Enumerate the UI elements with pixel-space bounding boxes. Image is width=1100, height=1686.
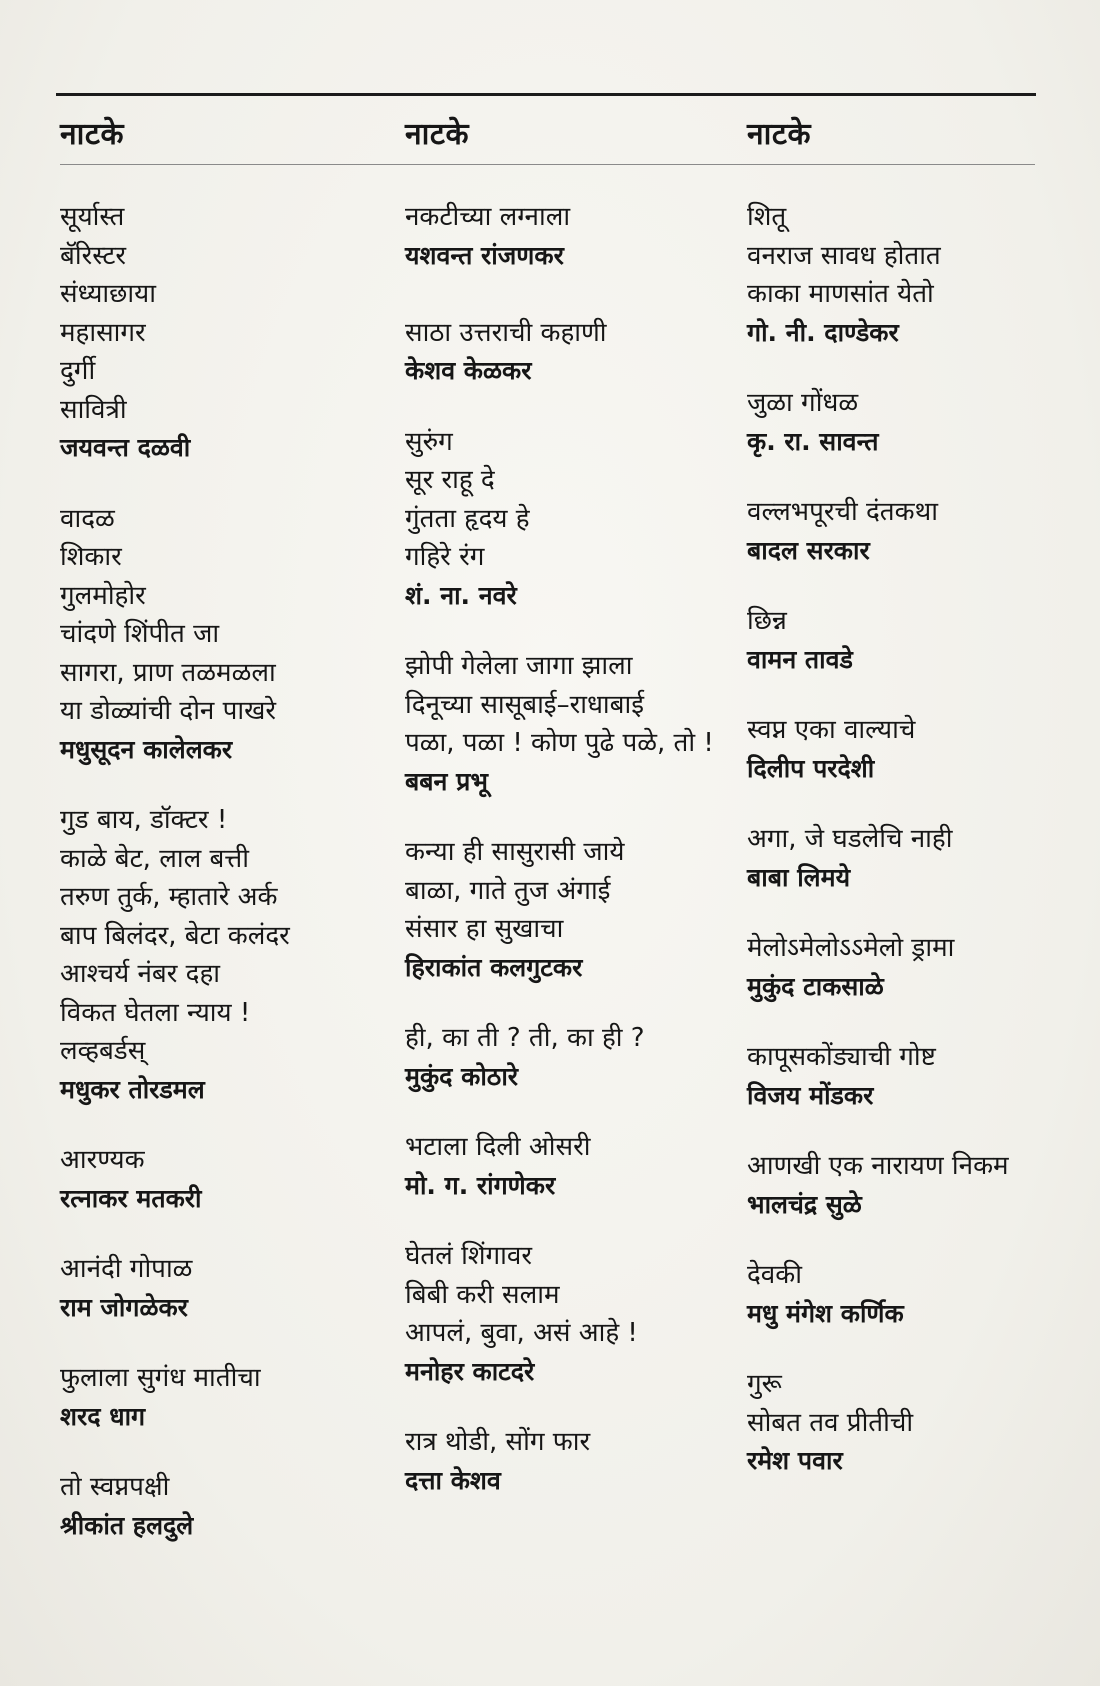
author-name: शं. ना. नवरे <box>405 580 517 610</box>
play-title: झोपी गेलेला जागा झाला <box>405 651 633 681</box>
author-name: मधुसूदन कालेलकर <box>60 734 233 764</box>
column-header-1: नाटके <box>60 117 125 152</box>
author-name: हिराकांत कलगुटकर <box>405 952 583 982</box>
group-spacer <box>747 1224 1077 1256</box>
play-title: जुळा गोंधळ <box>747 388 859 418</box>
play-title: सावित्री <box>60 394 127 425</box>
play-title: आश्चर्य नंबर दहा <box>60 959 220 989</box>
author-name: भालचंद्र सुळे <box>747 1189 862 1219</box>
top-rule <box>56 93 1036 96</box>
author-name: बबन प्रभू <box>405 766 488 796</box>
play-title: चांदणे शिंपीत जा <box>60 619 220 649</box>
play-title: कापूसकोंड्याची गोष्ट <box>747 1042 936 1072</box>
play-title: रात्र थोडी, सोंग फार <box>405 1427 591 1457</box>
author-name: श्रीकांत हलदुले <box>60 1510 194 1540</box>
play-title: दिनूच्या सासूबाई–राधाबाई <box>405 689 645 720</box>
group-spacer <box>747 788 1077 820</box>
play-title: आपलं, बुवा, असं आहे ! <box>405 1318 638 1348</box>
play-title: आनंदी गोपाळ <box>60 1254 193 1284</box>
column-2-list <box>405 198 745 1500</box>
play-title: बॅरिस्टर <box>60 240 127 271</box>
play-title: वनराज सावध होतात <box>747 240 941 271</box>
play-title: विकत घेतला न्याय ! <box>60 997 251 1028</box>
group-spacer <box>405 1205 745 1237</box>
play-title: घेतलं शिंगावर <box>405 1241 532 1271</box>
author-name: राम जोगळेकर <box>60 1292 188 1322</box>
group-spacer <box>405 391 745 423</box>
group-spacer <box>60 769 400 801</box>
author-name: बादल सरकार <box>747 535 870 565</box>
group-spacer <box>60 468 400 500</box>
play-title: महासागर <box>60 317 146 348</box>
play-title: लव्हबर्डस् <box>60 1036 146 1066</box>
group-spacer <box>747 897 1077 929</box>
group-spacer <box>747 1006 1077 1038</box>
author-name: कृ. रा. सावन्त <box>747 426 879 456</box>
group-spacer <box>747 1115 1077 1147</box>
group-spacer <box>747 352 1077 384</box>
author-name: दत्ता केशव <box>405 1465 501 1495</box>
play-title: काळे बेट, लाल बत्ती <box>60 843 250 874</box>
author-name: बाबा लिमये <box>747 862 851 892</box>
author-name: जयवन्त दळवी <box>60 433 191 462</box>
author-name: शरद धाग <box>60 1401 146 1431</box>
author-name: गो. नी. दाण्डेकर <box>747 317 899 347</box>
column-header-2: नाटके <box>405 117 470 152</box>
play-title: मेलोऽमेलोऽऽमेलो ड्रामा <box>747 933 955 963</box>
column-1-list <box>60 198 400 1545</box>
author-name: दिलीप परदेशी <box>747 753 875 783</box>
play-title: भटाला दिली ओसरी <box>405 1132 591 1162</box>
group-spacer <box>405 987 745 1019</box>
column-header-3: नाटके <box>747 117 812 152</box>
author-name: विजय मोंडकर <box>747 1080 874 1110</box>
blank-line <box>405 275 745 314</box>
group-spacer <box>747 1333 1077 1365</box>
play-title: दुर्गी <box>60 356 96 386</box>
group-spacer <box>60 1436 400 1468</box>
play-title: पळा, पळा ! कोण पुढे पळे, तो ! <box>405 728 714 758</box>
play-title: सूर राहू दे <box>405 465 495 495</box>
play-title: तरुण तुर्क, म्हातारे अर्क <box>60 882 278 912</box>
author-name: रमेश पवार <box>747 1446 843 1475</box>
play-title: स्वप्न एका वाल्याचे <box>747 715 916 745</box>
author-name: वामन तावडे <box>747 644 853 674</box>
play-title: सुरुंग <box>405 426 453 457</box>
play-title: गुड बाय, डॉक्टर ! <box>60 805 228 835</box>
play-title: ही, का ती ? ती, का ही ? <box>405 1023 645 1053</box>
play-title: तो स्वप्नपक्षी <box>60 1472 170 1502</box>
play-title: सागरा, प्राण तळमळला <box>60 657 276 688</box>
play-title: गुंतता हृदय हे <box>405 503 530 534</box>
play-title: अगा, जे घडलेचि नाही <box>747 824 953 854</box>
column-3-list <box>747 198 1077 1481</box>
play-title: वल्लभपूरची दंतकथा <box>747 497 938 527</box>
group-spacer <box>405 615 745 647</box>
author-name: मो. ग. रांगणेकर <box>405 1170 556 1200</box>
play-title: साठा उत्तराची कहाणी <box>405 317 607 348</box>
author-name: रत्नाकर मतकरी <box>60 1183 202 1213</box>
play-title: संसार हा सुखाचा <box>405 914 564 944</box>
play-title: शितू <box>747 202 787 232</box>
play-title: शिकार <box>60 542 122 572</box>
author-name: मुकुंद कोठारे <box>405 1061 519 1091</box>
group-spacer <box>60 1218 400 1250</box>
play-title: सूर्यास्त <box>60 202 125 232</box>
play-title: सोबत तव प्रीतीची <box>747 1407 914 1438</box>
group-spacer <box>405 1391 745 1423</box>
group-spacer <box>747 461 1077 493</box>
play-title: बाळा, गाते तुज अंगाई <box>405 875 611 906</box>
play-title: गहिरे रंग <box>405 542 485 572</box>
group-spacer <box>747 679 1077 711</box>
play-title: देवकी <box>747 1260 802 1290</box>
header-rule <box>60 164 1035 165</box>
group-spacer <box>747 570 1077 602</box>
group-spacer <box>405 801 745 833</box>
play-title: बाप बिलंदर, बेटा कलंदर <box>60 920 290 951</box>
play-title: या डोळ्यांची दोन पाखरे <box>60 696 277 726</box>
play-title: कन्या ही सासुरासी जाये <box>405 837 625 867</box>
play-title: आरण्यक <box>60 1145 145 1175</box>
author-name: यशवन्त रांजणकर <box>405 240 564 270</box>
group-spacer <box>60 1327 400 1359</box>
play-title: छिन्न <box>747 606 787 636</box>
play-title: वादळ <box>60 503 115 534</box>
group-spacer <box>405 1096 745 1128</box>
play-title: आणखी एक नारायण निकम <box>747 1151 1009 1181</box>
play-title: काका माणसांत येतो <box>747 279 934 309</box>
play-title: गुलमोहोर <box>60 580 146 611</box>
author-name: मधु मंगेश कर्णिक <box>747 1298 904 1328</box>
play-title: संध्याछाया <box>60 279 156 309</box>
play-title: बिबी करी सलाम <box>405 1279 560 1310</box>
group-spacer <box>60 1109 400 1141</box>
play-title: नकटीच्या लग्नाला <box>405 202 571 232</box>
play-title: फुलाला सुगंध मातीचा <box>60 1363 261 1393</box>
author-name: मधुकर तोरडमल <box>60 1074 205 1104</box>
author-name: मुकुंद टाकसाळे <box>747 971 884 1001</box>
author-name: मनोहर काटदरे <box>405 1356 535 1386</box>
play-title: गुरू <box>747 1369 782 1399</box>
author-name: केशव केळकर <box>405 356 532 385</box>
